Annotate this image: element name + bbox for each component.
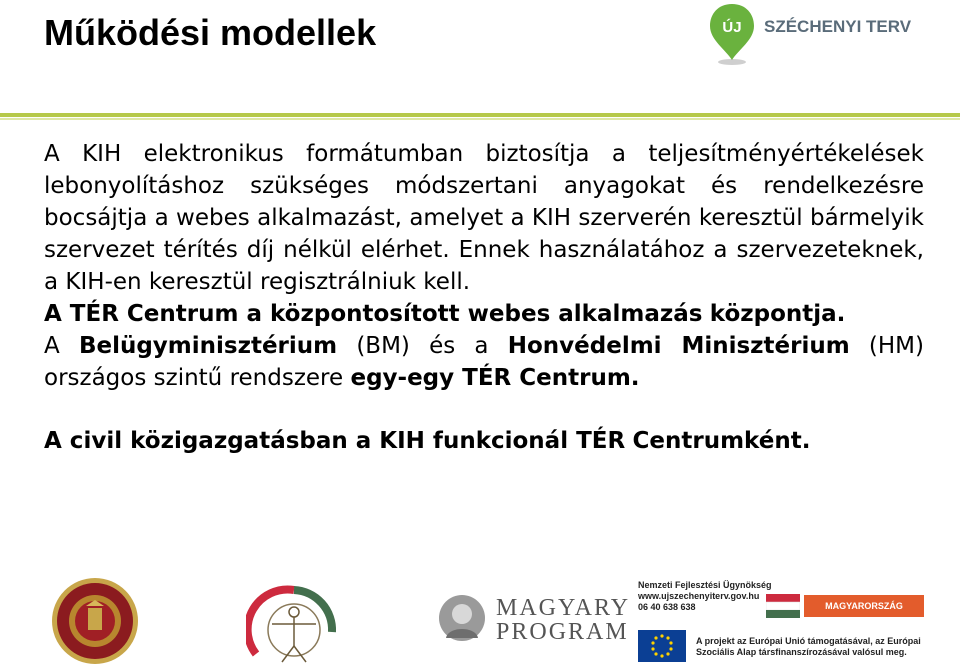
page-title: Működési modellek [44,12,377,53]
magyary-line2: PROGRAM [496,619,629,645]
paragraph-kih [44,138,924,298]
text-run-bold: egy-egy TÉR Centrum. [350,365,640,391]
text-line: teljesítményértékelések lebonyolításhoz szükséges módszertani [44,141,924,199]
institute-seal-logo [50,576,140,666]
text-run: A [44,333,79,359]
footer-logos [0,570,960,668]
hungarian-flag-icon [766,594,800,618]
nfu-name: Nemzeti Fejlesztési Ügynökség [638,580,772,590]
magyary-portrait-icon [438,594,486,642]
magyary-line1: MAGYARY [496,595,631,621]
paragraph-bm-hm [44,330,924,394]
text-line: amelyet a KIH szerverén keresztül bármelyik szervezet térítés díj [44,205,924,263]
paragraph-ter-centrum [44,298,924,330]
magyarorszag-megujul-badge: MAGYARORSZÁG MEGÚJUL [804,595,924,617]
nfu-phone: 06 40 638 638 [638,602,696,612]
text-run-bold: Belügyminisztérium [78,333,338,359]
text-line: nélkül elérhet. Ennek használatához a szervezeteknek, a KIH-en [44,237,924,295]
paragraph-civil [44,425,924,457]
text-run: (BM) és a [337,333,508,359]
text-line: anyagokat és rendelkezésre bocsájtja a webes alkalmazást, [44,173,924,231]
text-line: keresztül regisztrálniuk kell. [148,269,471,295]
magyary-program-logo-text [496,596,630,644]
eu-line1: A projekt az Európai Unió támogatásával, az Európai [696,636,921,646]
nfu-eu-block [638,580,938,657]
text-line-bold: központja. [709,301,846,327]
logo-brand-text: SZÉCHENYI TERV [764,17,912,36]
eu-funding-text [696,636,938,658]
text-run-bold: Honvédelmi Minisztérium [507,333,850,359]
header-rule-light [0,118,960,120]
nfu-url: www.ujszechenyiterv.gov.hu [638,591,760,601]
text-line: A KIH elektronikus formátumban biztosítja a [44,141,626,167]
text-line-bold: A civil közigazgatásban a KIH funkcionál TÉR [44,428,626,454]
text-line-bold: Centrumként. [632,428,811,454]
header-rule [0,113,960,117]
text-run: (HM) országos szintű rendszere [44,333,925,391]
logo-badge-text: ÚJ [722,19,742,36]
eu-flag-icon [638,630,686,662]
eu-line2: Szociális Alap társfinanszírozásával valósul meg. [696,647,907,657]
main-content [44,138,924,457]
text-line-bold: A TÉR Centrum a központosított webes alkalmazás [44,301,703,327]
uj-szechenyi-terv-logo [708,2,928,68]
vitruvian-emblem-logo [246,584,342,668]
